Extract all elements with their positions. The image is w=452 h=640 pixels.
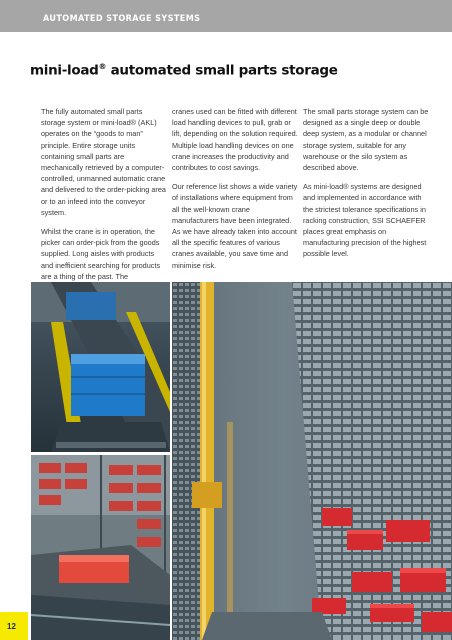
paragraph: Whilst the crane is in operation, the picker can order-pick from the goods supplied. Long aisles with products and inefficient searching for products are a thing of the past. The <box>41 227 161 281</box>
page-title <box>30 62 338 79</box>
paragraph: The fully automated small parts storage system or mini-load® (AKL) operates on the “goods to man” principle. Entire storage units containing small parts are mechanically retrieved by a computer-controlled, unmanned automatic crane and delivered to the order-picking area or to an infeed into the conveyor system. <box>41 107 166 217</box>
paragraph: The small parts storage system can be designed as a single deep or double deep system, as a modular or channel storage system, suitable for any warehouse or the silo system as described above. <box>303 107 429 173</box>
photo-high-bay-warehouse <box>172 282 452 640</box>
photo-red-bins-racking <box>31 455 170 640</box>
paragraph: Our reference list shows a wide variety of installations where equipment from all the well-known crane manufacturers have been integrated. As we have already taken into account all the specific features of various cranes available, you save time and minimise risk. <box>172 182 298 270</box>
title-registered-mark: ® <box>98 62 107 71</box>
section-label: AUTOMATED STORAGE SYSTEMS <box>43 14 201 24</box>
paragraph: As mini-load® systems are designed and implemented in accordance with the strictest tolerance specifications in racking construction, SSI SCHAEFER places great emphasis on manufacturing precision of the highest possible level. <box>303 182 427 259</box>
title-rest: automated small parts storage <box>106 62 338 79</box>
title-main: mini-load <box>30 62 99 79</box>
photo-blue-container-conveyor <box>31 282 170 452</box>
paragraph: cranes used can be fitted with different load handling devices to pull, grab or lift, depending on the solution required. Multiple load handling devices on one crane increases the productivity and contributes to cost savings. <box>172 107 298 173</box>
text-column-2 <box>172 106 298 279</box>
page-number: 12 <box>7 622 16 631</box>
text-column-1 <box>41 106 167 290</box>
text-column-3 <box>303 106 429 268</box>
